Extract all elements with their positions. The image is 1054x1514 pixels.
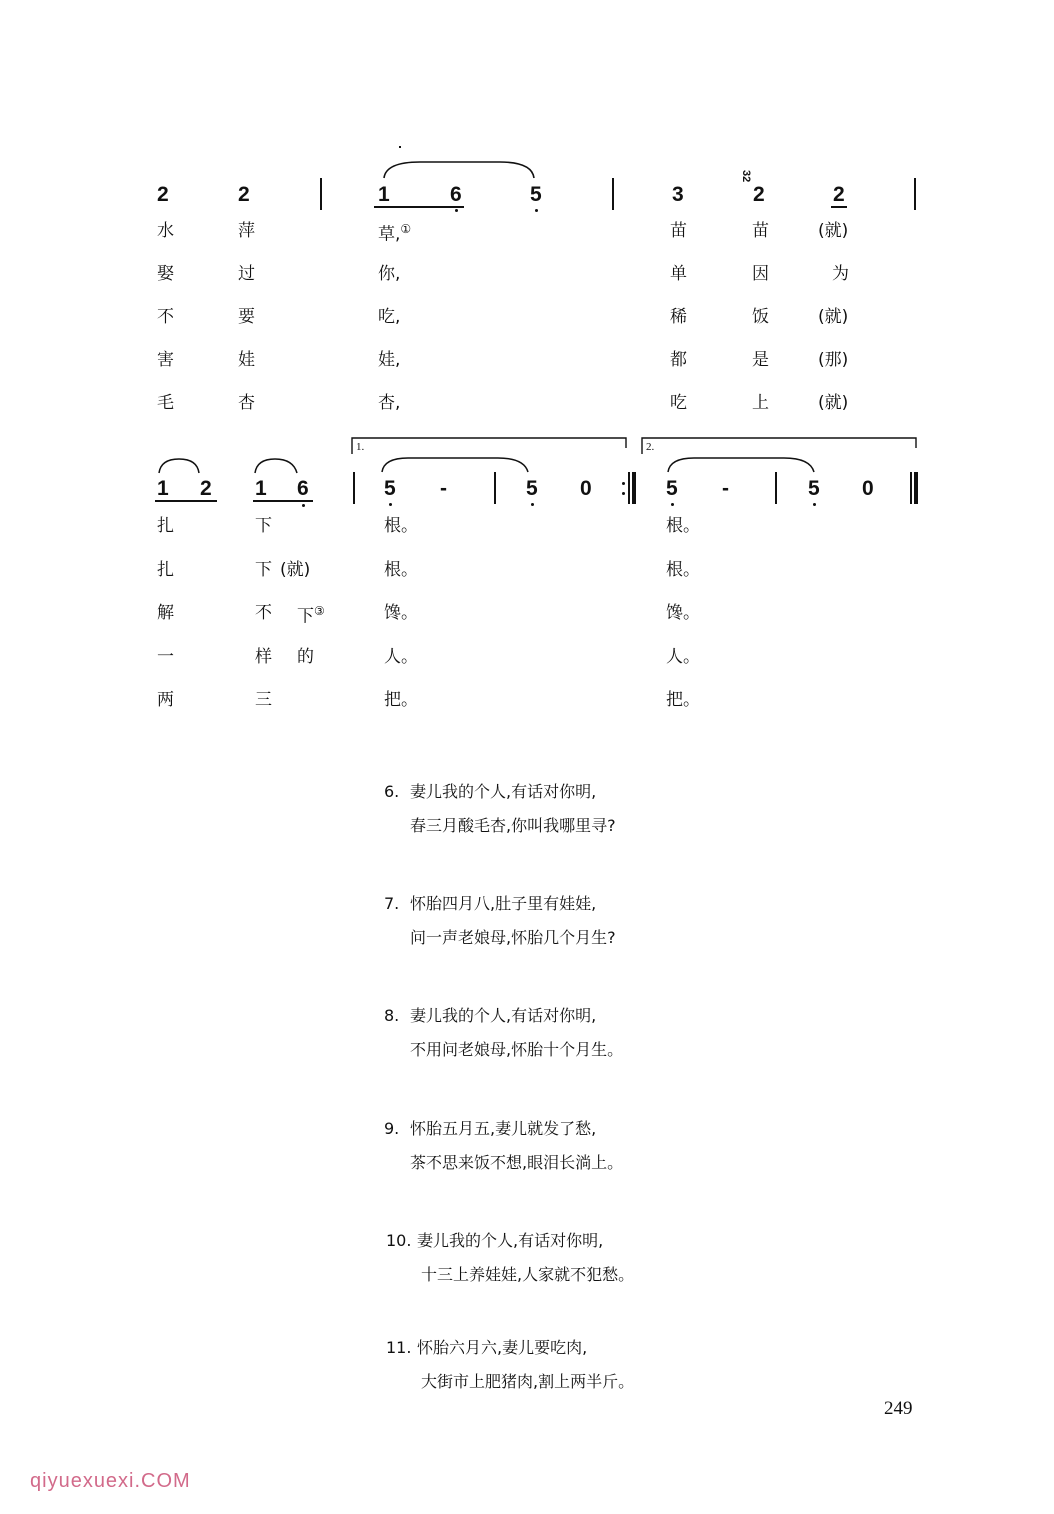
lyric: 根。	[384, 516, 418, 536]
lyric: 因	[752, 264, 769, 284]
note: 6	[297, 477, 309, 500]
volta-label-2: 2.	[646, 441, 655, 453]
lyric: 娃,	[378, 350, 401, 370]
note: 5	[384, 477, 396, 500]
lyric: 的	[297, 647, 314, 667]
verse-line: 妻儿我的个人,有话对你明,	[417, 1231, 604, 1250]
lyric: 把。	[666, 690, 700, 710]
note: 5	[530, 183, 542, 206]
octave-dot	[671, 503, 674, 506]
verse-line: 十三上养娃娃,人家就不犯愁。	[421, 1265, 635, 1284]
lyric: 饭	[752, 307, 769, 327]
note: -	[722, 477, 729, 500]
lyric: 吃,	[378, 307, 401, 327]
verse-line: 不用问老娘母,怀胎十个月生。	[410, 1040, 624, 1059]
barline	[320, 178, 322, 210]
footnote-mark: ③	[314, 604, 325, 618]
beam	[253, 500, 313, 502]
barline	[914, 178, 916, 210]
note: 0	[580, 477, 592, 500]
lyric: 下③	[297, 604, 325, 627]
lyric: (那)	[818, 350, 849, 370]
verse-line: 问一声老娘母,怀胎几个月生?	[410, 928, 616, 947]
note: 2	[157, 183, 169, 206]
lyric: 稀	[670, 307, 687, 327]
octave-dot	[531, 503, 534, 506]
lyric: 你,	[378, 264, 401, 284]
lyric: 根。	[666, 560, 700, 580]
footnote-mark: ①	[400, 222, 412, 236]
note: 2	[753, 183, 765, 206]
verse-line: 大街市上肥猪肉,割上两半斤。	[421, 1372, 635, 1391]
verse-line: 怀胎四月八,肚子里有娃娃,	[410, 894, 597, 913]
beam	[155, 500, 217, 502]
lyric: 不	[157, 307, 174, 327]
note: 3	[672, 183, 684, 206]
lyric: 一	[157, 647, 174, 667]
lyric: 害	[157, 350, 174, 370]
lyric: 不	[255, 603, 272, 623]
lyric: 根。	[384, 560, 418, 580]
barline	[612, 178, 614, 210]
lyric: 解	[157, 603, 174, 623]
lyric: 苗	[670, 221, 687, 241]
lyric: (就)	[818, 307, 849, 327]
beam	[374, 206, 464, 208]
lyric: 是	[752, 350, 769, 370]
verse-line: 怀胎六月六,妻儿要吃肉,	[417, 1338, 588, 1357]
lyric: (就)	[280, 560, 311, 580]
lyric: 过	[238, 264, 255, 284]
page-number: 249	[884, 1398, 913, 1419]
volta-bracket-2	[640, 436, 920, 456]
lyric: 样	[255, 647, 272, 667]
lyric: 娶	[157, 264, 174, 284]
note: 1	[378, 183, 390, 206]
lyric: 杏	[238, 393, 255, 413]
lyric: 为	[832, 264, 849, 284]
note: -	[440, 477, 447, 500]
lyric: 人。	[666, 647, 700, 667]
note: 5	[526, 477, 538, 500]
lyric: 把。	[384, 690, 418, 710]
slur	[664, 454, 824, 476]
lyric: 扎	[157, 516, 174, 536]
lyric: (就)	[818, 393, 849, 413]
note: 5	[666, 477, 678, 500]
note: 1	[157, 477, 169, 500]
verse-line: 妻儿我的个人,有话对你明,	[410, 1006, 597, 1025]
volta-label-1: 1.	[356, 441, 365, 453]
verse-number: 9.	[384, 1119, 400, 1138]
beam	[831, 206, 847, 208]
verse-number: 6.	[384, 782, 400, 801]
lyric: 馋。	[384, 603, 418, 623]
lyric: 都	[670, 350, 687, 370]
lyric: 毛	[157, 393, 174, 413]
lyric: 苗	[752, 221, 769, 241]
note: 1	[255, 477, 267, 500]
watermark: qiyuexuexi.COM	[30, 1470, 191, 1492]
octave-dot	[455, 209, 458, 212]
slur	[380, 158, 540, 182]
note: 2	[238, 183, 250, 206]
lyric: 单	[670, 264, 687, 284]
lyric: 吃	[670, 393, 687, 413]
barline	[494, 472, 496, 504]
octave-dot	[302, 504, 305, 507]
note: 2	[200, 477, 212, 500]
lyric: 下	[255, 516, 272, 536]
octave-dot	[813, 503, 816, 506]
lyric: 馋。	[666, 603, 700, 623]
mark	[399, 146, 401, 148]
lyric: (就)	[818, 221, 849, 241]
note: 6	[450, 183, 462, 206]
barline	[775, 472, 777, 504]
note: 0	[862, 477, 874, 500]
verse-line: 妻儿我的个人,有话对你明,	[410, 782, 597, 801]
lyric: 娃	[238, 350, 255, 370]
verse-line: 怀胎五月五,妻儿就发了愁,	[410, 1119, 597, 1138]
lyric: 扎	[157, 560, 174, 580]
verse-number: 7.	[384, 894, 400, 913]
slur	[378, 454, 538, 476]
verse-number: 8.	[384, 1006, 400, 1025]
note: 5	[808, 477, 820, 500]
octave-dot	[535, 209, 538, 212]
lyric: 人。	[384, 647, 418, 667]
grace-note: 32	[740, 170, 752, 183]
lyric: 杏,	[378, 393, 401, 413]
volta-bracket-1	[350, 436, 630, 456]
verse-line: 茶不思来饭不想,眼泪长淌上。	[410, 1153, 624, 1172]
barline	[353, 472, 355, 504]
octave-dot	[389, 503, 392, 506]
lyric: 萍	[238, 221, 255, 241]
verse-number: 10.	[386, 1231, 412, 1250]
lyric: 下	[255, 560, 272, 580]
note: 2	[833, 183, 845, 206]
lyric: 三	[255, 690, 272, 710]
lyric: 水	[157, 221, 174, 241]
lyric: 两	[157, 690, 174, 710]
verse-line: 春三月酸毛杏,你叫我哪里寻?	[410, 816, 616, 835]
lyric: 上	[752, 393, 769, 413]
lyric: 要	[238, 307, 255, 327]
lyric: 草,①	[378, 222, 412, 245]
lyric: 根。	[666, 516, 700, 536]
verse-number: 11.	[386, 1338, 412, 1357]
